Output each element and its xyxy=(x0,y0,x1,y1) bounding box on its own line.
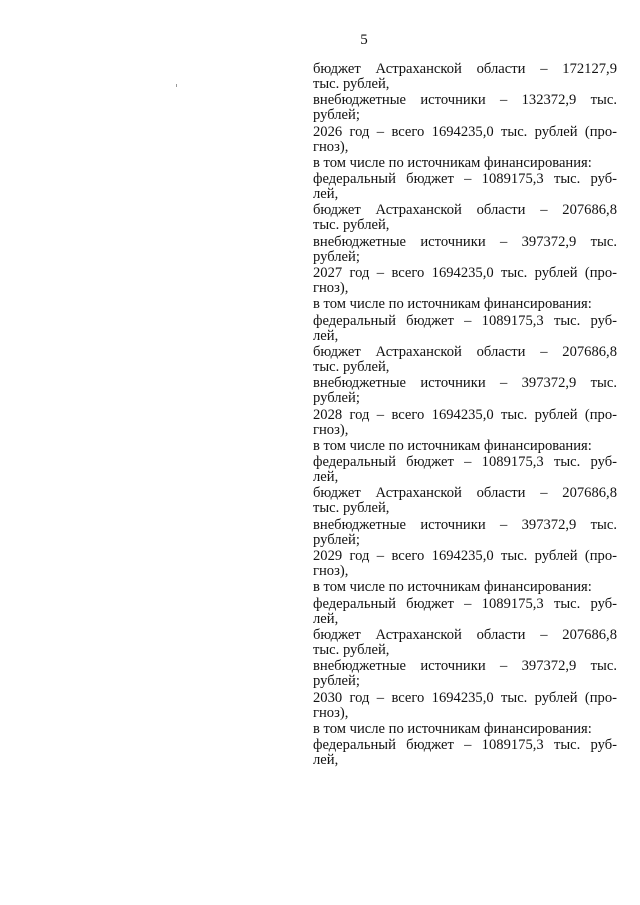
paragraph xyxy=(313,62,617,92)
text-line: в том числе по источникам финансирования: xyxy=(313,437,592,454)
paragraph xyxy=(313,297,617,312)
paragraph xyxy=(313,314,617,344)
text-line: тыс. рублей, xyxy=(313,500,390,517)
paragraph xyxy=(313,549,617,579)
text-line: в том числе по источникам финансирования: xyxy=(313,154,592,171)
paragraph xyxy=(313,691,617,721)
scan-mark xyxy=(176,84,177,87)
paragraph xyxy=(313,628,617,658)
text-line: внебюджетные источники – 397372,9 тыс. xyxy=(313,233,617,250)
page-number: 5 xyxy=(360,32,368,48)
text-line: в том числе по источникам финансирования: xyxy=(313,296,592,313)
text-line: рублей; xyxy=(313,673,360,690)
text-line: федеральный бюджет – 1089175,3 тыс. руб- xyxy=(313,454,617,471)
text-line: тыс. рублей, xyxy=(313,358,390,375)
text-line: бюджет Астраханской области – 207686,8 xyxy=(313,485,617,502)
paragraph xyxy=(313,156,617,171)
text-line: 2030 год – всего 1694235,0 тыс. рублей (про- xyxy=(313,689,617,706)
paragraph xyxy=(313,659,617,689)
text-line: федеральный бюджет – 1089175,3 тыс. руб- xyxy=(313,737,617,754)
text-line: федеральный бюджет – 1089175,3 тыс. руб- xyxy=(313,312,617,329)
paragraph xyxy=(313,93,617,123)
paragraph xyxy=(313,580,617,595)
text-line: гноз), xyxy=(313,421,349,438)
text-line: бюджет Астраханской области – 207686,8 xyxy=(313,626,617,643)
text-line: рублей; xyxy=(313,107,360,124)
text-line: внебюджетные источники – 397372,9 тыс. xyxy=(313,516,617,533)
text-line: внебюджетные источники – 132372,9 тыс. xyxy=(313,92,617,109)
text-line: лей, xyxy=(313,186,339,203)
paragraph xyxy=(313,345,617,375)
paragraph xyxy=(313,235,617,265)
paragraph xyxy=(313,455,617,485)
text-line: 2026 год – всего 1694235,0 тыс. рублей (про- xyxy=(313,123,617,140)
text-line: лей, xyxy=(313,469,339,486)
paragraph xyxy=(313,266,617,296)
text-line: тыс. рублей, xyxy=(313,217,390,234)
text-line: гноз), xyxy=(313,138,349,155)
text-line: 2028 год – всего 1694235,0 тыс. рублей (про- xyxy=(313,406,617,423)
paragraph xyxy=(313,203,617,233)
text-line: рублей; xyxy=(313,390,360,407)
paragraph xyxy=(313,125,617,155)
paragraph xyxy=(313,738,617,768)
text-line: рублей; xyxy=(313,248,360,265)
text-line: лей, xyxy=(313,752,339,769)
paragraph xyxy=(313,722,617,737)
text-line: внебюджетные источники – 397372,9 тыс. xyxy=(313,375,617,392)
text-line: бюджет Астраханской области – 207686,8 xyxy=(313,202,617,219)
paragraph xyxy=(313,408,617,438)
text-line: лей, xyxy=(313,610,339,627)
paragraph xyxy=(313,486,617,516)
text-line: гноз), xyxy=(313,280,349,297)
paragraph xyxy=(313,597,617,627)
text-line: внебюджетные источники – 397372,9 тыс. xyxy=(313,658,617,675)
text-line: федеральный бюджет – 1089175,3 тыс. руб- xyxy=(313,595,617,612)
document-body xyxy=(313,62,617,769)
text-line: рублей; xyxy=(313,531,360,548)
text-line: в том числе по источникам финансирования: xyxy=(313,720,592,737)
text-line: лей, xyxy=(313,327,339,344)
text-line: гноз), xyxy=(313,563,349,580)
text-line: в том числе по источникам финансирования: xyxy=(313,579,592,596)
text-line: бюджет Астраханской области – 207686,8 xyxy=(313,343,617,360)
text-line: гноз), xyxy=(313,704,349,721)
text-line: федеральный бюджет – 1089175,3 тыс. руб- xyxy=(313,171,617,188)
text-line: тыс. рублей, xyxy=(313,641,390,658)
text-line: тыс. рублей, xyxy=(313,76,390,92)
text-line: 2029 год – всего 1694235,0 тыс. рублей (про- xyxy=(313,548,617,565)
paragraph xyxy=(313,172,617,202)
paragraph xyxy=(313,376,617,406)
paragraph xyxy=(313,518,617,548)
paragraph xyxy=(313,439,617,454)
text-line: 2027 год – всего 1694235,0 тыс. рублей (про- xyxy=(313,265,617,282)
text-line: бюджет Астраханской области – 172127,9 xyxy=(313,61,617,77)
